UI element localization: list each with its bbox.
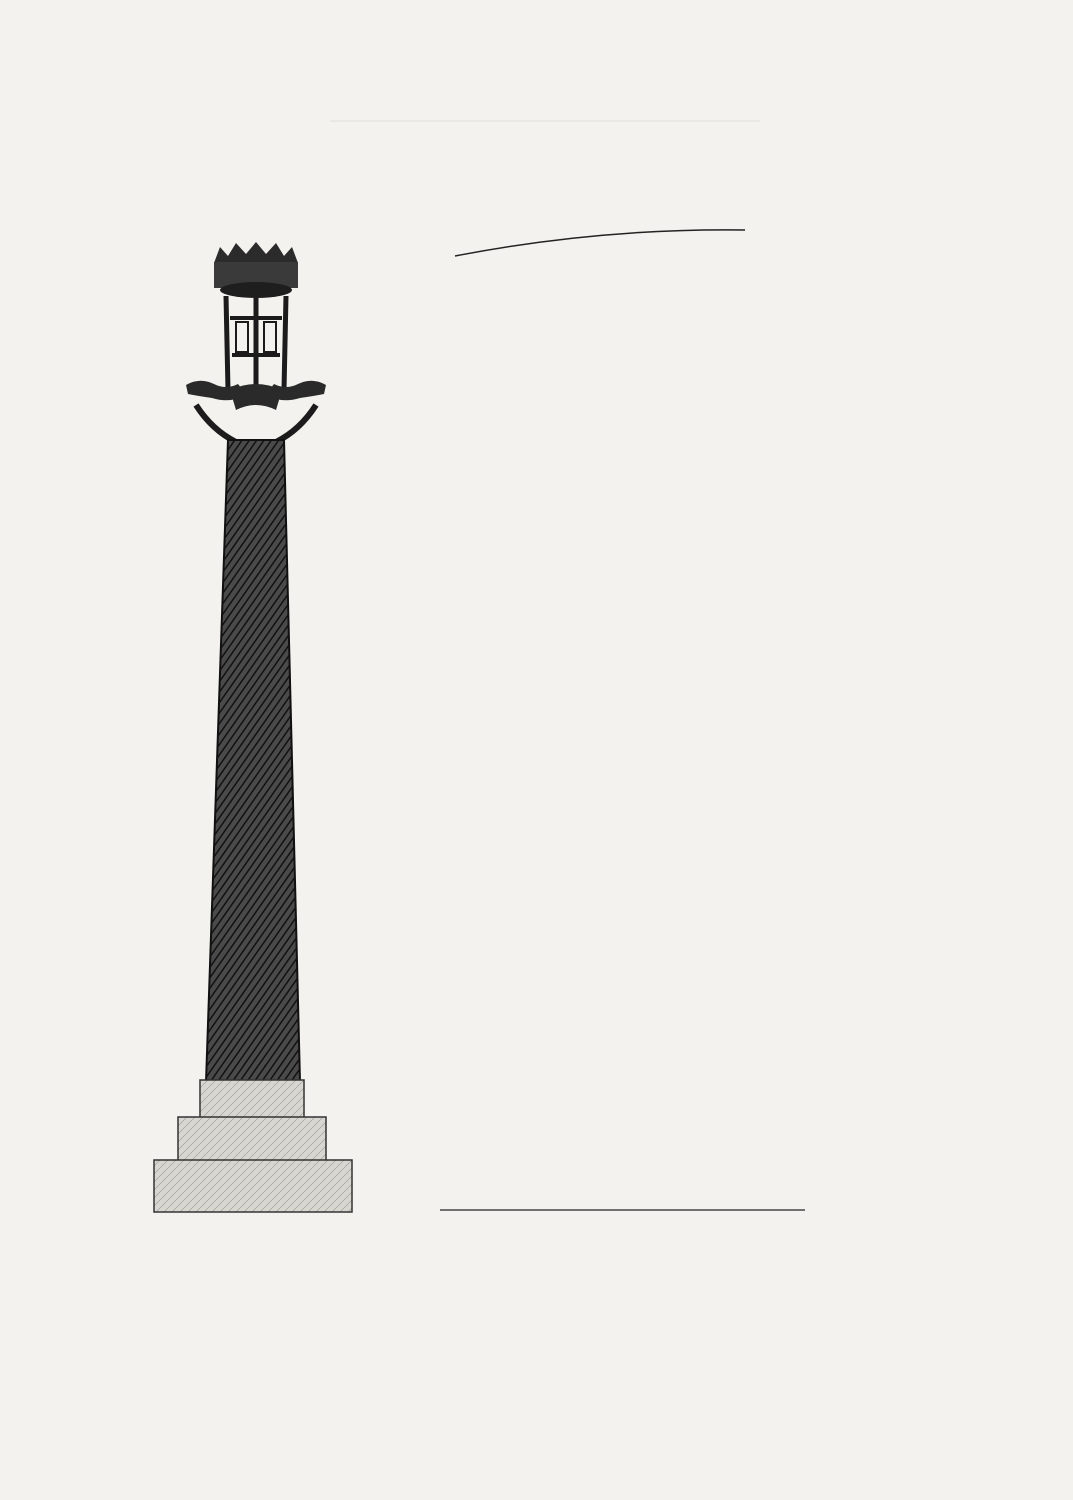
header-line [832, 270, 978, 297]
column-base [154, 1080, 352, 1212]
header-line [832, 244, 978, 271]
serpent-column-drawing [154, 242, 352, 1212]
inscribed-coils-drawing [440, 230, 805, 1210]
header-line [832, 217, 978, 244]
twisted-shaft [206, 440, 300, 1082]
name-list [832, 217, 978, 297]
tripod-crown [186, 242, 326, 442]
